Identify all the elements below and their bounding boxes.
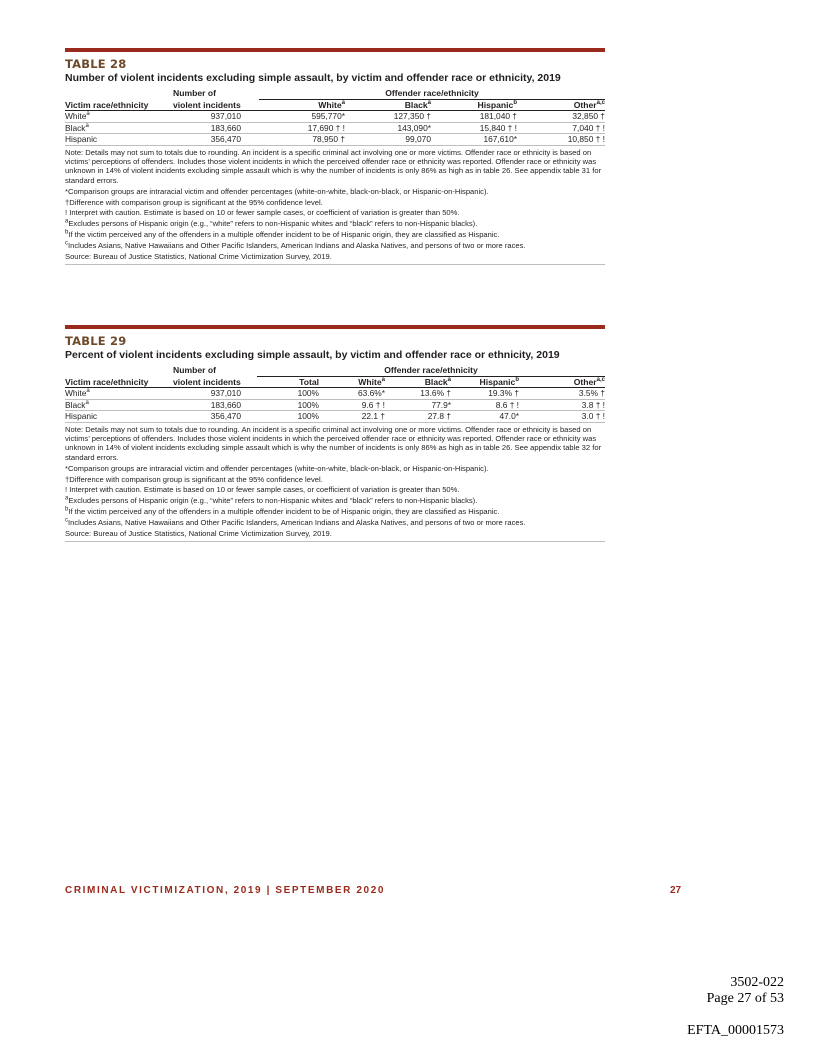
table-notes [65, 148, 605, 262]
table-title: Number of violent incidents excluding simple assault, by victim and offender race or ethnicity, 2019 [65, 72, 561, 84]
divider [65, 263, 605, 265]
document-id-stamp: 3502-022 [730, 975, 784, 990]
cell: 595,770* [259, 111, 345, 123]
note: ! Interpret with caution. Estimate is based on 10 or fewer sample cases, or coefficient of variation is greater than 50%. [65, 485, 460, 495]
page-number: 27 [670, 885, 682, 896]
victim-header: Victim race/ethnicity [65, 376, 173, 388]
cell: 3.5% † [519, 388, 605, 400]
offender-group-header: Offender race/ethnicity [257, 365, 605, 376]
cell-number: 356,470 [173, 411, 257, 423]
number-header-line2: violent incidents [173, 99, 259, 111]
cell: 127,350 † [345, 111, 431, 123]
cell: 78,950 † [259, 134, 345, 146]
note: †Difference with comparison group is significant at the 95% confidence level. [65, 474, 323, 484]
number-header-line1: Number of [173, 365, 216, 376]
cell: 17,690 † ! [259, 122, 345, 134]
cell: 100% [257, 388, 319, 400]
table-29 [65, 325, 605, 542]
cell: 77.9* [385, 399, 451, 411]
table-28 [65, 48, 605, 265]
cell: 27.8 † [385, 411, 451, 423]
cell-number: 937,010 [173, 388, 257, 400]
cell: 47.0* [451, 411, 519, 423]
table-row [65, 134, 605, 146]
cell: 167,610* [431, 134, 517, 146]
note: $^a$Excludes persons of Hispanic origin (e.g., “white” refers to non-Hispanic whites and “black” refers to non-Hispanic blacks). [65, 495, 478, 506]
note: $^c$Includes Asians, Native Hawaiians and Other Pacific Islanders, American Indians and Alaska Natives, and persons of two or more races. [65, 517, 526, 528]
table-row [65, 111, 605, 123]
note: $^c$Includes Asians, Native Hawaiians and Other Pacific Islanders, American Indians and Alaska Natives, and persons of two or more races. [65, 240, 526, 251]
note: Note: Details may not sum to totals due to rounding. An incident is a specific criminal act involving one or more victims. Offender race or ethnicity is based on victims’ perceptions of offenders. Includes those violent incidents in which the perceived offender race or ethnicity was reported. Offender race or ethnicity was unknown in 14% of violent incidents excluding simple assault which is why the number of incidents is only 86% as high as in table 26. See appendix table 31 for standard errors. [65, 147, 602, 185]
table-top-rule [65, 48, 605, 52]
table-row [65, 388, 605, 400]
cell: 143,090* [345, 122, 431, 134]
table-row [65, 122, 605, 134]
cell: 181,040 † [431, 111, 517, 123]
data-table [65, 365, 605, 423]
source-note: Source: Bureau of Justice Statistics, National Crime Victimization Survey, 2019. [65, 252, 332, 262]
column-header: Hispanic$^b$ [431, 99, 517, 111]
cell-number: 356,470 [173, 134, 259, 146]
cell: 100% [257, 411, 319, 423]
row-label: Black$^a$ [65, 122, 173, 134]
running-footer-title: CRIMINAL VICTIMIZATION, 2019 | SEPTEMBER 2020 [65, 885, 386, 896]
table-row [65, 399, 605, 411]
note: ! Interpret with caution. Estimate is based on 10 or fewer sample cases, or coefficient of variation is greater than 50%. [65, 208, 460, 218]
note: $^b$If the victim perceived any of the offenders in a multiple offender incident to be of Hispanic origin, they are classified as Hispanic. [65, 506, 500, 517]
column-header: Other$^{a,c}$ [519, 376, 605, 388]
cell: 100% [257, 399, 319, 411]
note: $^a$Excludes persons of Hispanic origin (e.g., “white” refers to non-Hispanic whites and “black” refers to non-Hispanic blacks). [65, 218, 478, 229]
table-top-rule [65, 325, 605, 329]
source-note: Source: Bureau of Justice Statistics, National Crime Victimization Survey, 2019. [65, 529, 332, 539]
cell: 19.3% † [451, 388, 519, 400]
table-title: Percent of violent incidents excluding simple assault, by victim and offender race or ethnicity, 2019 [65, 349, 560, 361]
note: †Difference with comparison group is significant at the 95% confidence level. [65, 197, 323, 207]
victim-header: Victim race/ethnicity [65, 99, 173, 111]
column-header: White$^a$ [259, 99, 345, 111]
table-label: TABLE 28 [65, 57, 127, 71]
row-label: White$^a$ [65, 111, 173, 123]
bates-number-stamp: EFTA_00001573 [687, 1023, 784, 1038]
cell: 63.6%* [319, 388, 385, 400]
column-header: Black$^a$ [385, 376, 451, 388]
cell-number: 937,010 [173, 111, 259, 123]
cell: 22.1 † [319, 411, 385, 423]
column-header: White$^a$ [319, 376, 385, 388]
cell: 8.6 † ! [451, 399, 519, 411]
offender-group-header: Offender race/ethnicity [259, 88, 605, 99]
table-label: TABLE 29 [65, 334, 127, 348]
table-notes [65, 425, 605, 539]
note: *Comparison groups are intraracial victim and offender percentages (white-on-white, black-on-black, or Hispanic-on-Hispanic). [65, 463, 489, 473]
row-label: Hispanic [65, 411, 173, 423]
column-header: Other$^{a,c}$ [517, 99, 605, 111]
cell: 3.0 † ! [519, 411, 605, 423]
cell: 99,070 [345, 134, 431, 146]
row-label: White$^a$ [65, 388, 173, 400]
cell: 13.6% † [385, 388, 451, 400]
column-header: Total [257, 376, 319, 388]
divider [65, 540, 605, 542]
note: *Comparison groups are intraracial victim and offender percentages (white-on-white, black-on-black, or Hispanic-on-Hispanic). [65, 186, 489, 196]
data-table [65, 88, 605, 146]
cell: 10,850 † ! [517, 134, 605, 146]
row-label: Black$^a$ [65, 399, 173, 411]
cell: 15,840 † ! [431, 122, 517, 134]
cell: 7,040 † ! [517, 122, 605, 134]
cell-number: 183,660 [173, 122, 259, 134]
cell: 9.6 † ! [319, 399, 385, 411]
column-header: Black$^a$ [345, 99, 431, 111]
number-header-line1: Number of [173, 88, 216, 99]
row-label: Hispanic [65, 134, 173, 146]
cell: 3.8 † ! [519, 399, 605, 411]
note: Note: Details may not sum to totals due to rounding. An incident is a specific criminal act involving one or more victims. Offender race or ethnicity is based on victims’ perceptions of offenders. Includes those violent incidents in which the perceived offender race or ethnicity was reported. Offender race or ethnicity was unknown in 14% of violent incidents excluding simple assault which is why the number of incidents is only 86% as high as in table 26. See appendix table 32 for standard errors. [65, 424, 602, 462]
page-of-stamp: Page 27 of 53 [706, 991, 784, 1006]
column-header: Hispanic$^b$ [451, 376, 519, 388]
cell: 32,850 † [517, 111, 605, 123]
number-header-line2: violent incidents [173, 376, 257, 388]
cell-number: 183,660 [173, 399, 257, 411]
note: $^b$If the victim perceived any of the offenders in a multiple offender incident to be of Hispanic origin, they are classified as Hispanic. [65, 229, 500, 240]
table-row [65, 411, 605, 423]
